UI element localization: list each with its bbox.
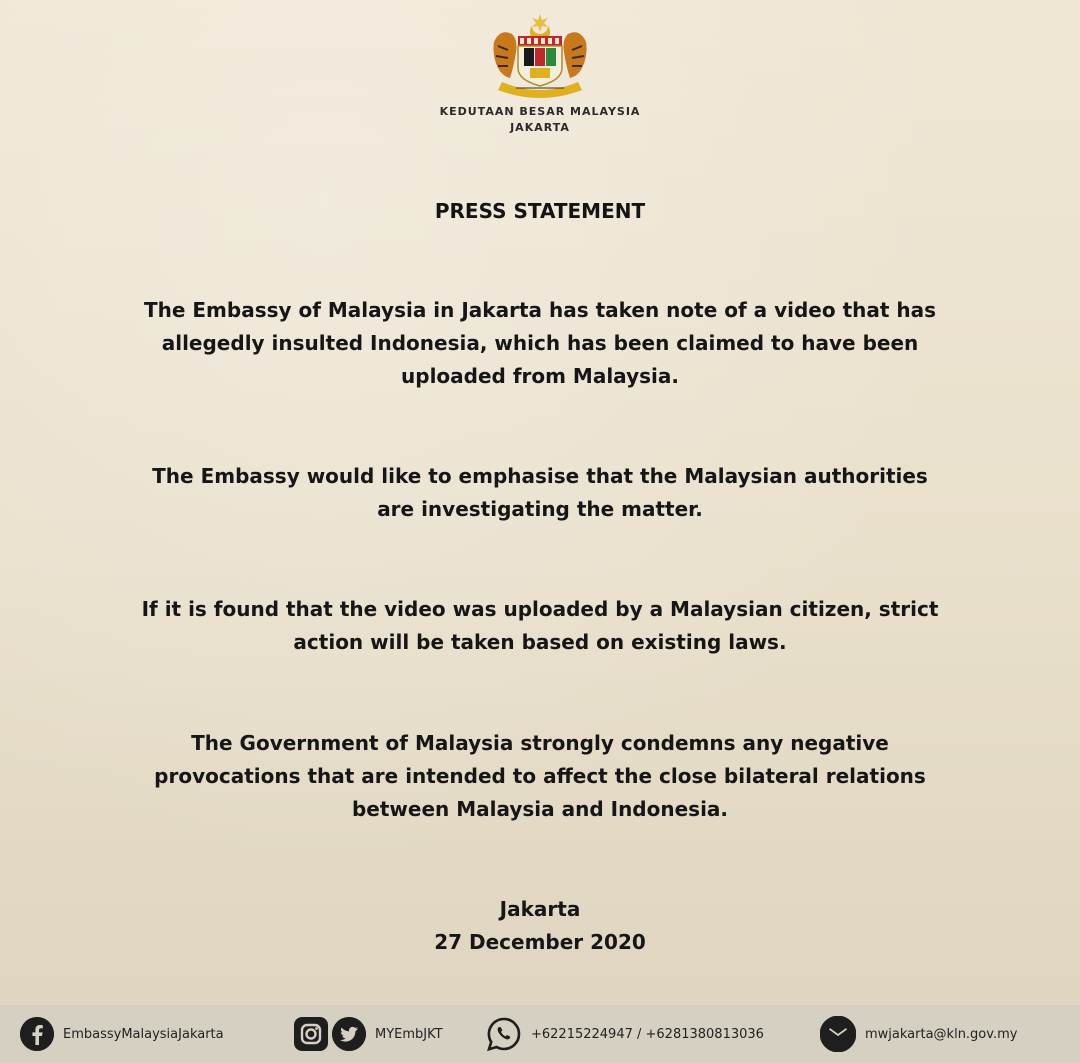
whatsapp-icon <box>486 1016 522 1052</box>
paragraph-line: If it is found that the video was uploaded by a Malaysian citizen, strict <box>141 597 939 621</box>
statement-paragraph-1 <box>60 294 1020 393</box>
email-icon <box>820 1016 856 1052</box>
social-handle-label: MYEmbJKT <box>375 1026 443 1042</box>
paragraph-line: provocations that are intended to affect the close bilateral relations <box>154 764 926 788</box>
paragraph-line: allegedly insulted Indonesia, which has been claimed to have been <box>161 331 919 355</box>
contact-footer <box>0 1005 1080 1063</box>
embassy-name-line1: KEDUTAAN BESAR MALAYSIA <box>439 105 641 118</box>
statement-paragraph-4 <box>60 727 1020 826</box>
paragraph-line: are investigating the matter. <box>377 497 703 521</box>
statement-place-date <box>60 893 1020 959</box>
facebook-icon <box>20 1017 54 1051</box>
statement-date: 27 December 2020 <box>434 930 646 954</box>
paragraph-line: uploaded from Malaysia. <box>401 364 679 388</box>
facebook-label: EmbassyMalaysiaJakarta <box>63 1026 224 1042</box>
statement-paragraph-2 <box>60 460 1020 526</box>
paragraph-line: The Government of Malaysia strongly condemns any negative <box>191 731 889 755</box>
phone-contact[interactable] <box>486 1005 764 1063</box>
malaysia-coat-of-arms-icon <box>480 12 600 100</box>
statement-paragraph-3 <box>60 593 1020 659</box>
email-contact[interactable] <box>820 1005 1017 1063</box>
twitter-icon <box>332 1017 366 1051</box>
phone-label: +62215224947 / +6281380813036 <box>531 1026 764 1042</box>
email-label: mwjakarta@kln.gov.my <box>865 1026 1018 1042</box>
paragraph-line: The Embassy of Malaysia in Jakarta has taken note of a video that has <box>143 298 937 322</box>
embassy-name-line2: JAKARTA <box>510 121 570 134</box>
paragraph-line: between Malaysia and Indonesia. <box>351 797 729 821</box>
facebook-link[interactable] <box>20 1005 224 1063</box>
instagram-icon <box>294 1017 328 1051</box>
paragraph-line: action will be taken based on existing laws. <box>293 630 787 654</box>
statement-place: Jakarta <box>499 897 581 921</box>
social-handle-link[interactable] <box>294 1005 443 1063</box>
paragraph-line: The Embassy would like to emphasise that the Malaysian authorities <box>152 464 928 488</box>
document-title: PRESS STATEMENT <box>434 199 646 223</box>
